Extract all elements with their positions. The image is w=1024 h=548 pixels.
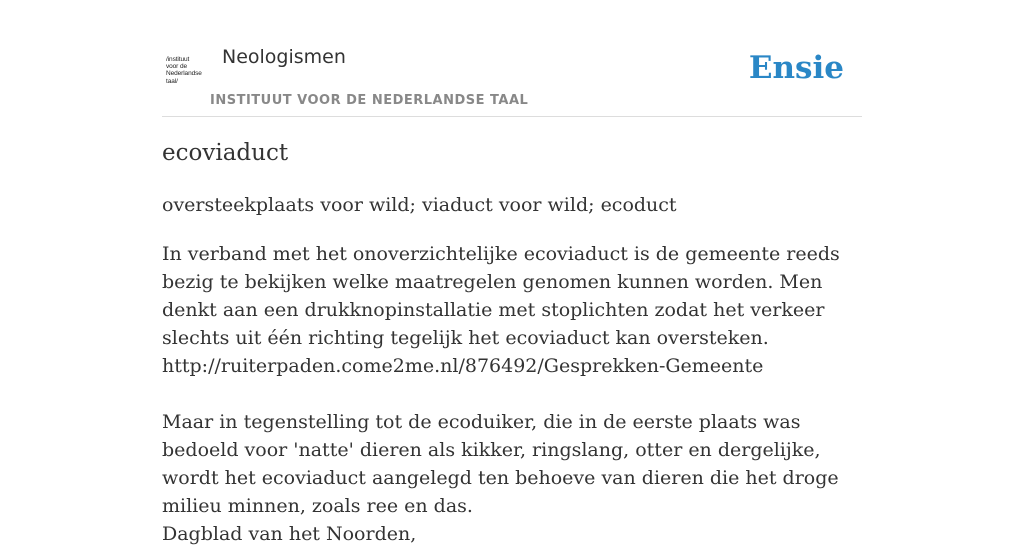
example-item [162,240,862,380]
ensie-logo[interactable]: Ensie [748,50,844,86]
source-title-link[interactable]: Neologismen [222,46,346,68]
example-source: Dagblad van het Noorden, [162,523,417,545]
example-text: Maar in tegenstelling tot de ecoduiker, die in de eerste plaats was bedoeld voor 'natte' dieren als kikker, ringslang, otter en dergelijke, wordt het ecoviaduct aangelegd ten behoeve van dieren die het droge milieu minnen, zoals ree en das. [162,411,839,517]
example-list [162,240,862,548]
example-text: In verband met het onoverzichtelijke ecoviaduct is de gemeente reeds bezig te bekijken welke maatregelen genomen kunnen worden. Men denkt aan een drukknopinstallatie met stoplichten zodat het verkeer slechts uit één richting tegelijk het ecoviaduct kan oversteken. [162,243,840,349]
example-source: http://ruiterpaden.come2me.nl/876492/Gesprekken-Gemeente [162,355,764,377]
logo-line: /instituut [166,56,190,63]
page-header [162,40,862,117]
logo-line: taal/ [166,77,178,85]
example-item [162,408,862,548]
entry-definition: oversteekplaats voor wild; viaduct voor wild; ecoduct [162,194,677,216]
source-organization: INSTITUUT VOOR DE NEDERLANDSE TAAL [210,93,529,108]
logo-line: voor de [166,63,187,71]
logo-line: Nederlandse [166,70,202,78]
ivdnt-logo[interactable] [166,56,208,90]
entry-term: ecoviaduct [162,140,289,166]
